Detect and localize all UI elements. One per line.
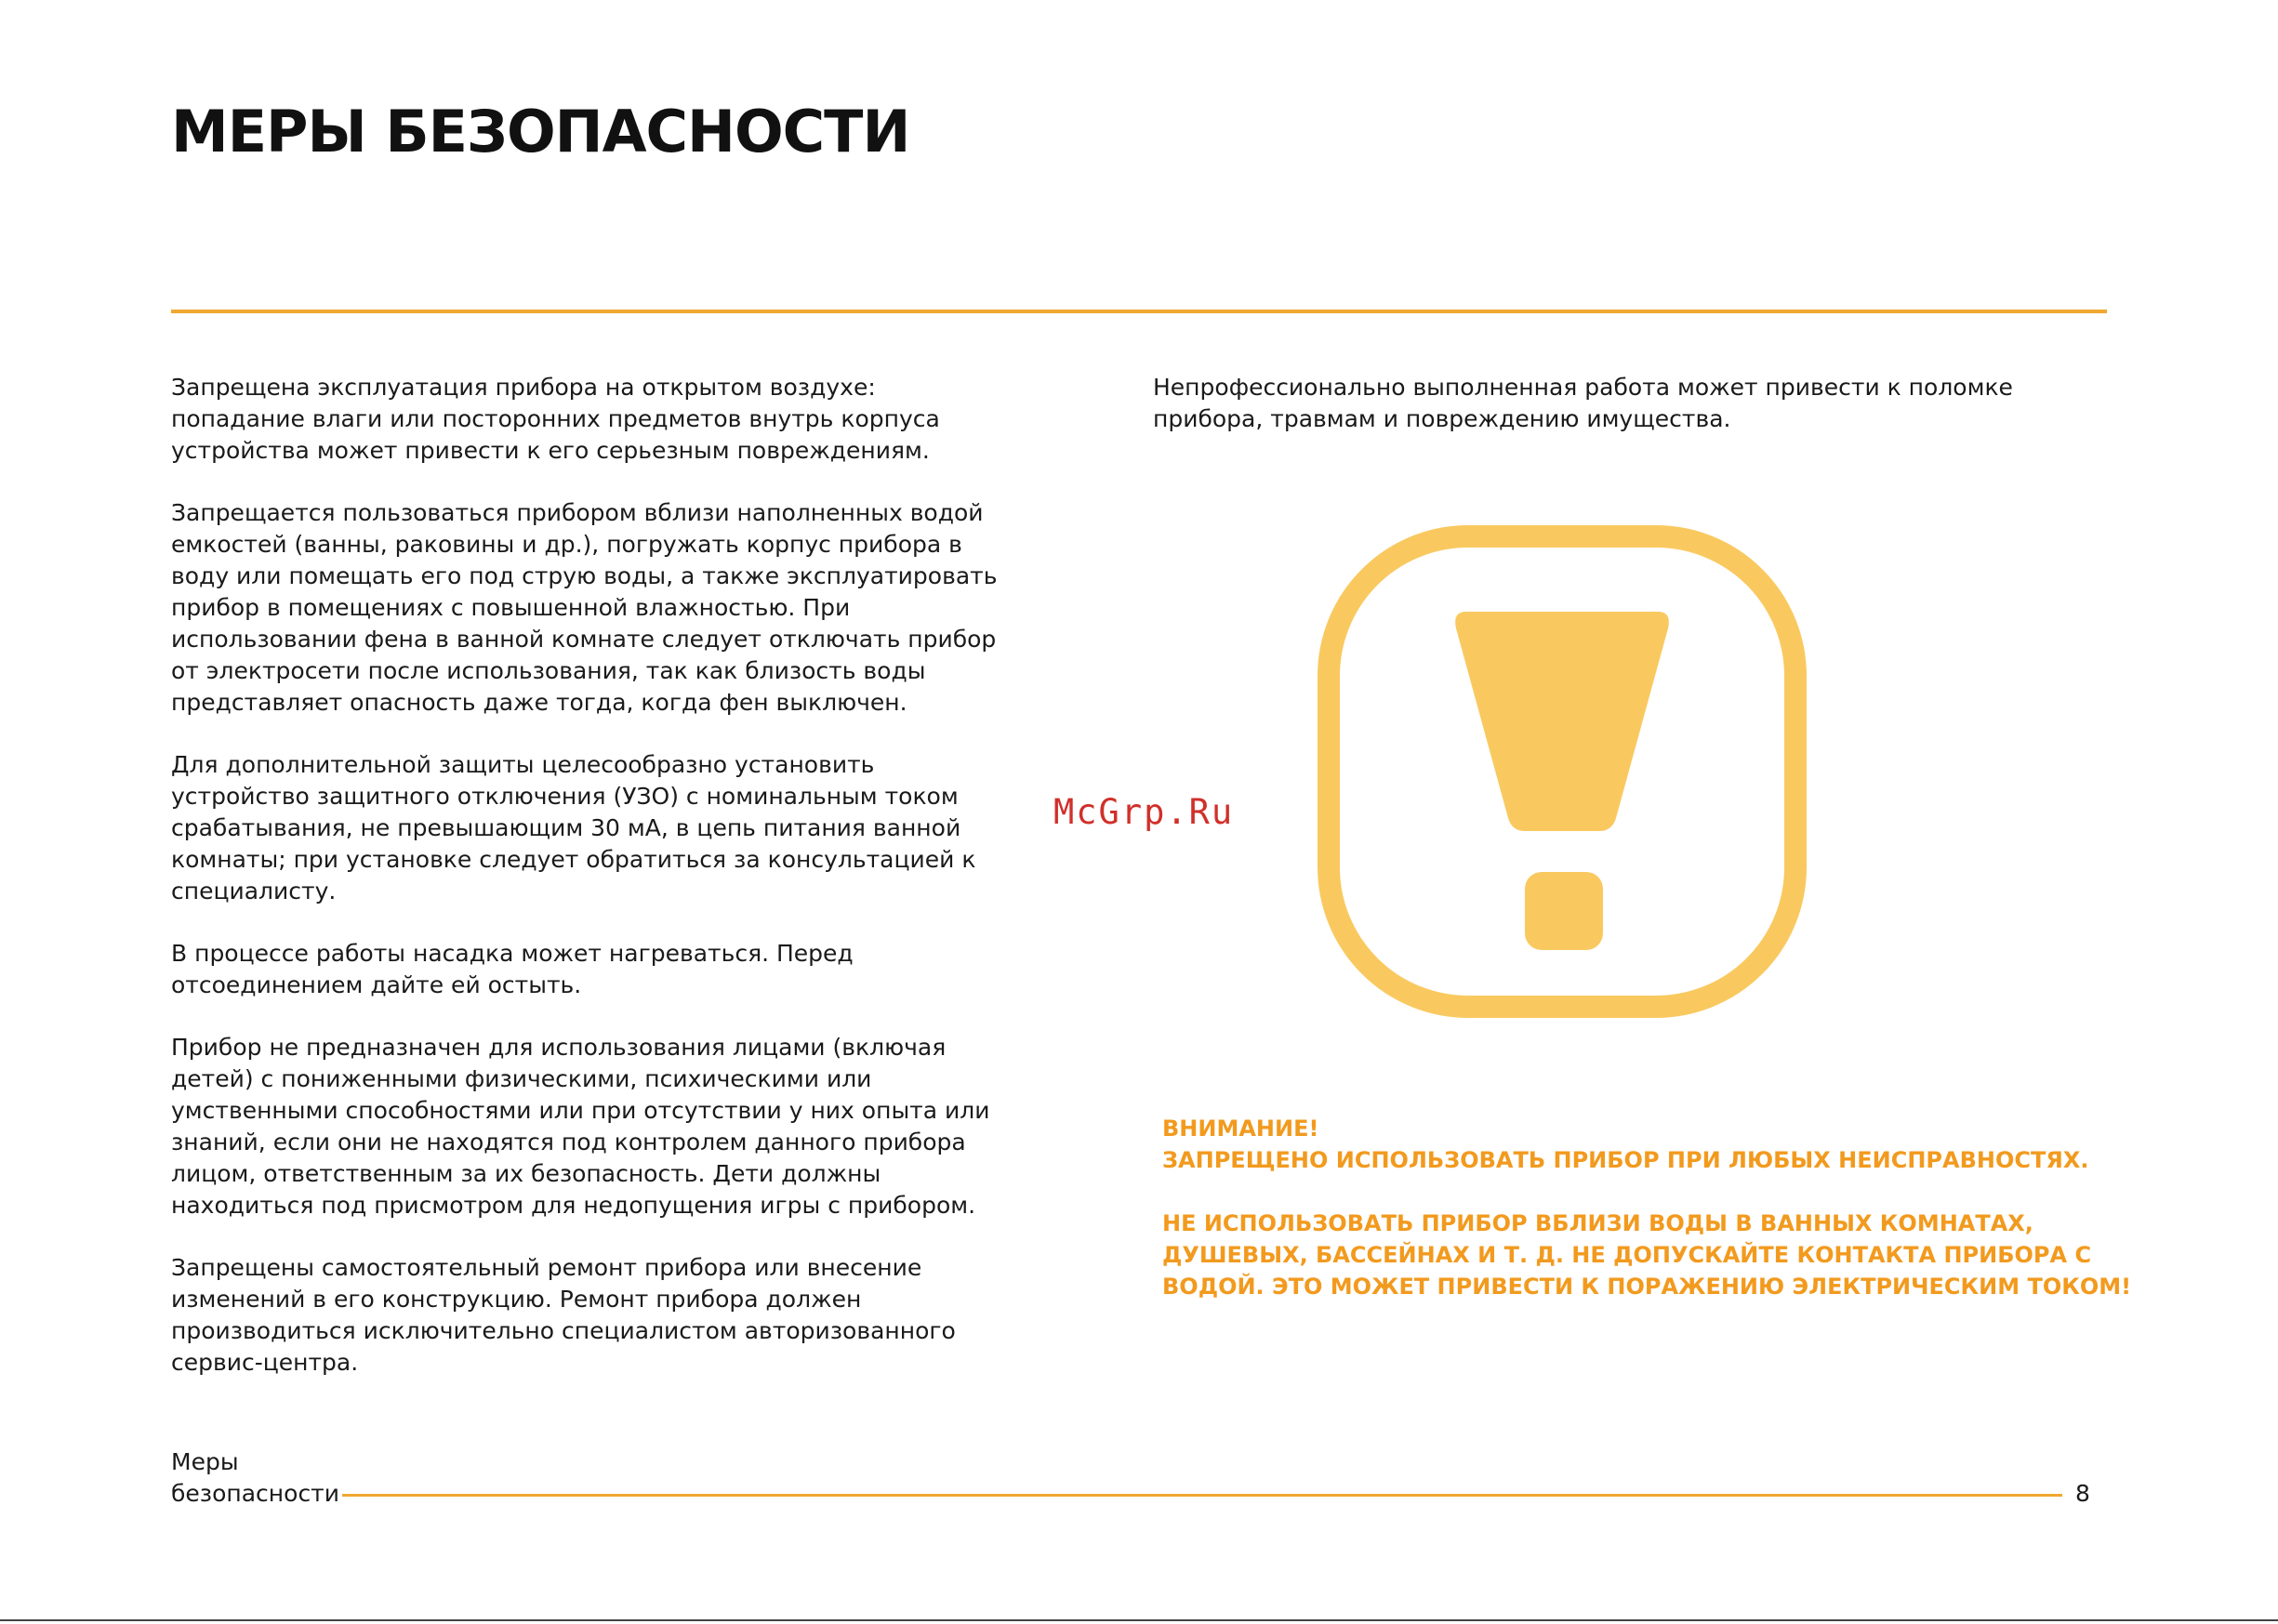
paragraph-water-proximity: Запрещается пользоваться прибором вблизи наполненных водой емкостей (ванны, раковины и др.), погружать корпус прибора в воду или помещать его под струю воды, а также эксплуатировать прибор в помещениях с повышенной влажностью. При использовании фена в ванной комнате следует отключать прибор от электросети после использования, так как близость воды представляет опасность даже тогда, когда фен выключен.	[171, 499, 998, 716]
footer-divider	[342, 1494, 2062, 1497]
footer-label-line1: Меры	[171, 1448, 239, 1475]
footer-section-label	[171, 1446, 339, 1510]
warning-line-malfunction: ЗАПРЕЩЕНО ИСПОЛЬЗОВАТЬ ПРИБОР ПРИ ЛЮБЫХ НЕИСПРАВНОСТЯХ.	[1162, 1147, 2089, 1173]
right-column	[1153, 372, 2111, 466]
warning-heading: ВНИМАНИЕ!	[1162, 1116, 1319, 1142]
left-column	[171, 372, 1008, 1409]
title-divider	[171, 310, 2107, 313]
paragraph-outdoor-use: Запрещена эксплуатация прибора на открытом воздухе: попадание влаги или посторонних предметов внутрь корпуса устройства может привести к его серьезным повреждениям.	[171, 374, 940, 464]
page-title: МЕРЫ БЕЗОПАСНОСТИ	[171, 98, 910, 165]
page-bottom-edge	[0, 1619, 2278, 1621]
footer-label-line2: безопасности	[171, 1480, 339, 1507]
paragraph-unprofessional-work: Непрофессионально выполненная работа может привести к поломке прибора, травмам и повреждению имущества.	[1153, 374, 2013, 432]
paragraph-restricted-users: Прибор не предназначен для использования лицами (включая детей) с пониженными физическими, психическими или умственными способностями или при отсутствии у них опыта или знаний, если они не находятся под контролем данного прибора лицом, ответственным за их безопасность. Дети должны находиться под присмотром для недопущения игры с прибором.	[171, 1034, 990, 1219]
watermark: McGrp.Ru	[1053, 792, 1235, 832]
paragraph-rcd-protection: Для дополнительной защиты целесообразно установить устройство защитного отключения (УЗО) с номинальным током срабатывания, не превышающим 30 мА, в цепь питания ванной комнаты; при установке следует обратиться за консультацией к специалисту.	[171, 751, 976, 904]
paragraph-nozzle-heat: В процессе работы насадка может нагреваться. Перед отсоединением дайте ей остыть.	[171, 940, 854, 998]
warning-notice	[1162, 1113, 2139, 1302]
exclamation-warning-icon	[1302, 521, 1822, 1023]
paragraph-repair-prohibited: Запрещены самостоятельный ремонт прибора или внесение изменений в его конструкцию. Ремонт прибора должен производиться исключительно специалистом авторизованного сервис-центра.	[171, 1254, 956, 1376]
warning-line-water: НЕ ИСПОЛЬЗОВАТЬ ПРИБОР ВБЛИЗИ ВОДЫ В ВАННЫХ КОМНАТАХ, ДУШЕВЫХ, БАССЕЙНАХ И Т. Д. НЕ ДОПУСКАЙТЕ КОНТАКТА ПРИБОРА С ВОДОЙ. ЭТО МОЖЕТ ПРИВЕСТИ К ПОРАЖЕНИЮ ЭЛЕКТРИЧЕСКИМ ТОКОМ!	[1162, 1210, 2132, 1300]
page-number: 8	[2075, 1480, 2090, 1507]
